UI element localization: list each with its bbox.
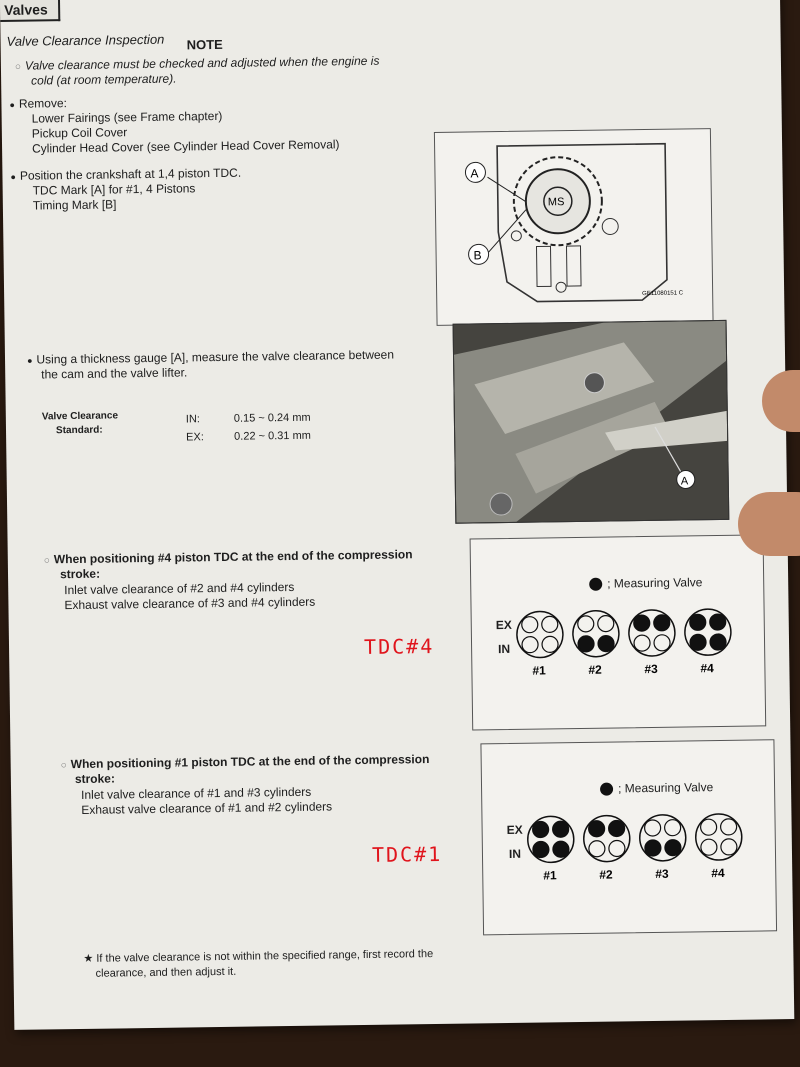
tdc1-handwritten-note: TDC#1 — [371, 841, 443, 867]
ex-valve — [645, 820, 661, 836]
tdc4-valve-diagram — [470, 534, 767, 730]
ex-valve-measured — [654, 615, 670, 631]
figure-code: GE11080151 C — [642, 290, 684, 298]
in-valve — [542, 636, 558, 652]
ex-value: 0.22 ~ 0.31 mm — [234, 429, 311, 443]
cylinder-outline — [517, 611, 564, 658]
ex-valve-measured — [634, 615, 650, 631]
cylinder-label: #3 — [655, 866, 669, 881]
remove-item: Cylinder Head Cover (see Cylinder Head Cover Removal) — [31, 137, 340, 156]
cylinder-outline — [583, 815, 630, 862]
ex-valve-measured — [589, 821, 605, 837]
position-item: Timing Mark [B] — [32, 197, 117, 213]
in-valve — [701, 839, 717, 855]
in-row-label: IN — [498, 641, 511, 657]
in-valve — [589, 841, 605, 857]
in-valve — [721, 839, 737, 855]
ex-valve — [578, 616, 594, 632]
cylinder-4 — [695, 814, 742, 881]
ex-row-label: EX — [495, 617, 512, 633]
cylinder-valves — [471, 535, 766, 729]
legend-text: ; Measuring Valve — [617, 780, 714, 796]
cylinder-3 — [639, 815, 686, 882]
cylinder-outline — [685, 609, 732, 656]
in-row-label: IN — [508, 846, 522, 861]
cylinder-label: #4 — [700, 661, 714, 676]
ex-valve-measured — [609, 820, 625, 836]
cylinder-outline — [695, 814, 742, 861]
tdc1-line-2: Exhaust valve clearance of #1 and #2 cylinders — [81, 799, 333, 817]
thickness-gauge-photo — [453, 320, 730, 524]
footnote-line-2: clearance, and then adjust it. — [95, 965, 237, 980]
clearance-label-2: Standard: — [55, 424, 103, 437]
cylinder-label: #2 — [599, 867, 613, 882]
in-valve-measured — [690, 634, 706, 650]
tdc4-handwritten-note: TDC#4 — [363, 634, 435, 659]
cylinder-3 — [629, 610, 676, 677]
cylinder-valves — [481, 740, 776, 934]
in-valve-measured — [553, 841, 569, 857]
note-text-2: cold (at room temperature). — [31, 71, 177, 88]
note-heading: NOTE — [186, 36, 223, 53]
section-title: Valves — [0, 0, 60, 22]
cylinder-outline — [573, 610, 620, 657]
in-label: IN: — [185, 413, 201, 426]
ex-valve — [542, 616, 558, 632]
tdc1-heading-1: ○ When positioning #1 piston TDC at the end of the compression — [61, 751, 430, 774]
in-valve-measured — [533, 841, 549, 857]
cylinder-1 — [517, 611, 564, 678]
subsection-title: Valve Clearance Inspection — [6, 31, 165, 49]
crankshaft-figure — [434, 128, 714, 326]
in-valve-measured — [578, 636, 594, 652]
in-valve-measured — [645, 840, 661, 856]
footnote-line-1: ★ If the valve clearance is not within the specified range, first record the — [83, 948, 434, 965]
ex-valve — [522, 617, 538, 633]
tdc4-line-2: Exhaust valve clearance of #3 and #4 cylinders — [64, 594, 316, 613]
in-valve-measured — [710, 634, 726, 650]
position-text: ● Position the crankshaft at 1,4 piston TDC. — [10, 165, 241, 185]
cylinder-4 — [685, 609, 732, 676]
remove-heading: ● Remove: — [9, 95, 67, 113]
ex-label: EX: — [186, 431, 204, 444]
tdc4-heading-2: stroke: — [59, 566, 101, 582]
ex-valve-measured — [533, 821, 549, 837]
tdc4-heading-1: ○ When positioning #4 piston TDC at the end of the compression — [44, 546, 413, 569]
gauge-text-2: the cam and the valve lifter. — [41, 365, 188, 382]
legend-text: ; Measuring Valve — [607, 575, 703, 591]
cylinder-label: #2 — [588, 662, 602, 677]
cylinder-label: #3 — [644, 661, 658, 677]
tdc4-line-1: Inlet valve clearance of #2 and #4 cylinders — [64, 579, 295, 598]
cylinder-1 — [527, 816, 574, 883]
ex-valve-measured — [710, 614, 726, 630]
tdc1-heading-2: stroke: — [74, 771, 115, 787]
position-item: TDC Mark [A] for #1, 4 Pistons — [32, 181, 196, 198]
in-value: 0.15 ~ 0.24 mm — [233, 411, 311, 425]
cylinder-label: #1 — [532, 663, 546, 678]
gauge-text-1: ● Using a thickness gauge [A], measure the valve clearance between — [27, 347, 394, 369]
photo-label-a: A — [680, 475, 689, 488]
cylinder-2 — [583, 815, 630, 882]
cylinder-label: #4 — [711, 865, 725, 881]
in-valve — [522, 637, 538, 653]
ex-valve — [665, 820, 681, 836]
crankshaft-diagram — [435, 129, 713, 325]
remove-item: Lower Fairings (see Frame chapter) — [31, 108, 223, 126]
label-b: B — [473, 248, 482, 263]
finger — [738, 492, 800, 556]
ex-valve — [598, 615, 614, 631]
cylinder-label: #1 — [543, 868, 557, 883]
in-valve — [634, 635, 650, 651]
in-valve — [654, 635, 670, 651]
cylinder-outline — [629, 610, 676, 657]
clearance-label-1: Valve Clearance — [41, 410, 119, 423]
label-a: A — [470, 166, 479, 181]
note-text-1: ○ Valve clearance must be checked and adjusted when the engine is — [15, 53, 380, 76]
footnote-text-1: If the valve clearance is not within the specified range, first record the — [96, 948, 434, 965]
ex-row-label: EX — [506, 822, 523, 838]
cylinder-2 — [573, 610, 620, 677]
in-valve-measured — [665, 840, 681, 856]
in-valve — [609, 840, 625, 856]
tdc1-valve-diagram — [480, 739, 777, 935]
in-valve-measured — [598, 635, 614, 651]
ex-valve — [721, 819, 737, 835]
tdc1-line-1: Inlet valve clearance of #1 and #3 cylinders — [81, 784, 312, 802]
remove-item: Pickup Coil Cover — [31, 125, 128, 141]
ex-valve-measured — [690, 614, 706, 630]
ms-mark: MS — [547, 196, 565, 209]
ex-valve-measured — [553, 821, 569, 837]
cylinder-outline — [639, 815, 686, 862]
cylinder-outline — [527, 816, 574, 863]
ex-valve — [701, 819, 717, 835]
